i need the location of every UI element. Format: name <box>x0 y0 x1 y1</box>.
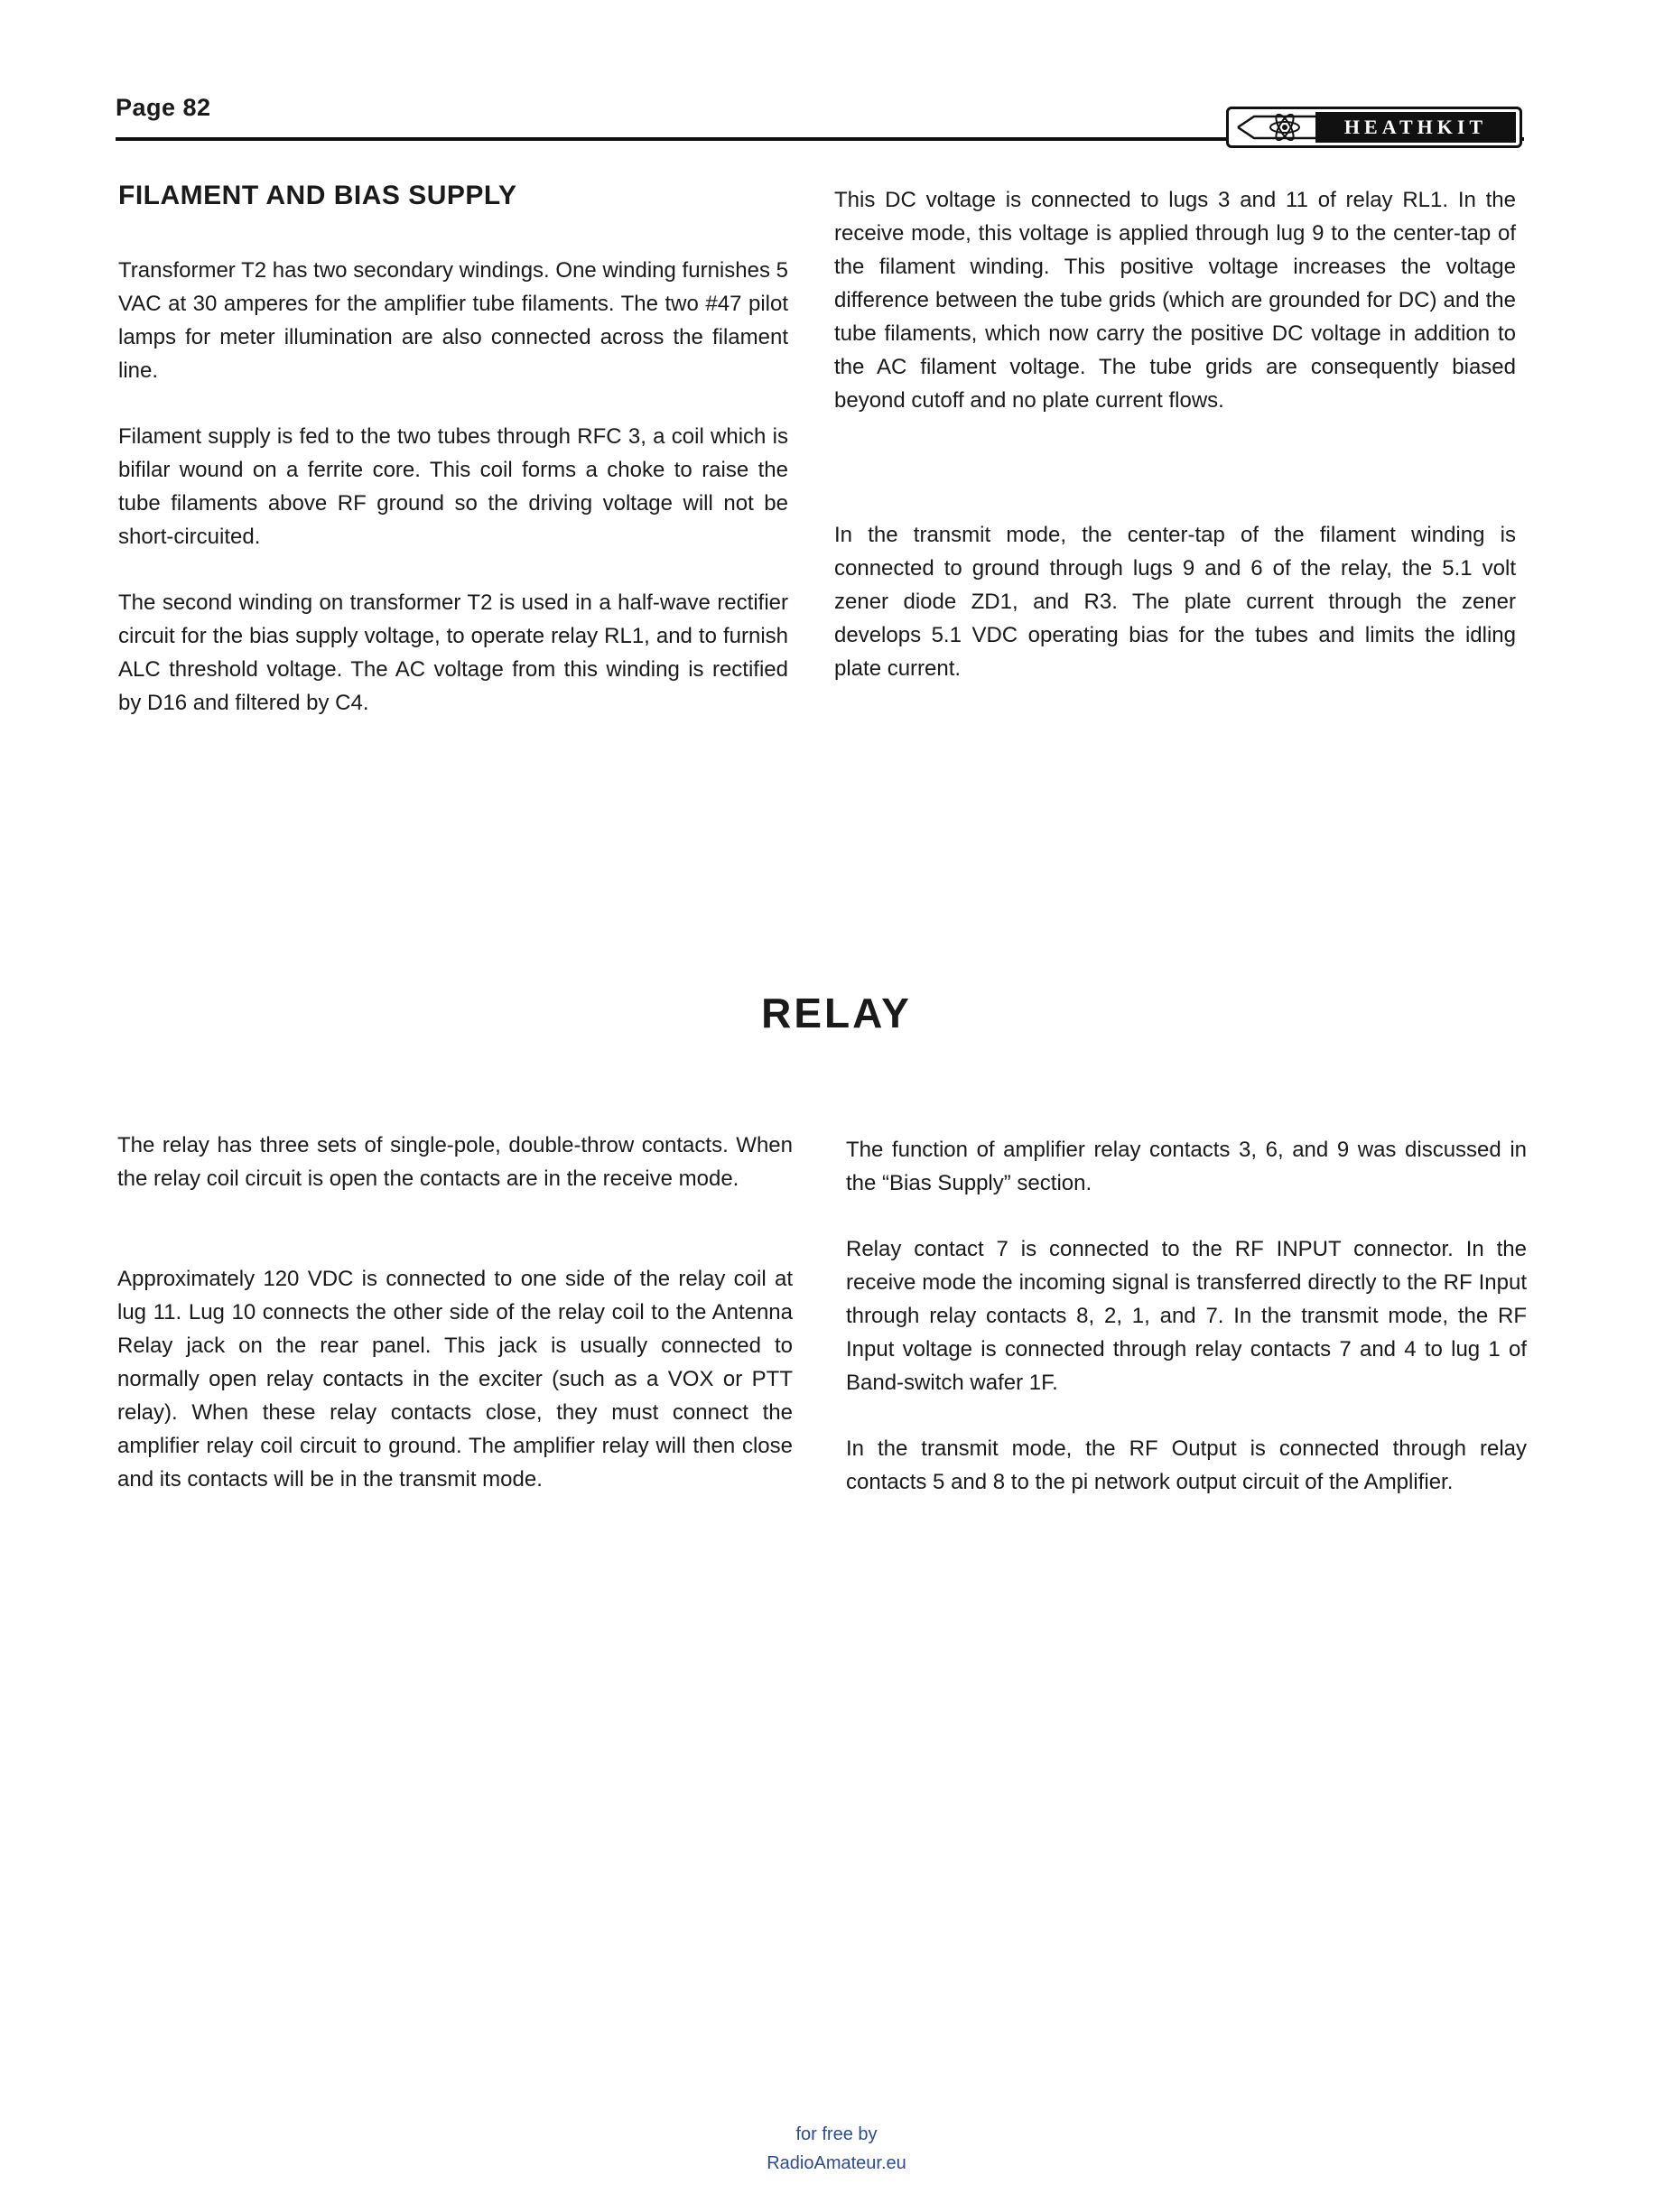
heathkit-logo <box>1226 107 1522 148</box>
relay-left-column <box>117 1129 793 1496</box>
filament-left-column <box>118 178 788 720</box>
filament-right-column <box>834 183 1516 685</box>
paragraph: Relay contact 7 is connected to the RF INPUT connector. In the receive mode the incoming signal is transferred directly to the RF Input through relay contacts 8, 2, 1, and 7. In the transmit mode, the RF Input voltage is connected through relay contacts 7 and 4 to lug 1 of Band-switch wafer 1F. <box>846 1237 1527 1395</box>
brand-name: HEATHKIT <box>1315 112 1516 143</box>
footer <box>0 2120 1673 2178</box>
footer-link[interactable]: RadioAmateur.eu <box>767 2153 906 2173</box>
paragraph: In the transmit mode, the RF Output is connected through relay contacts 5 and 8 to the pi network output circuit of the Amplifier. <box>846 1436 1527 1494</box>
paragraph: This DC voltage is connected to lugs 3 and 11 of relay RL1. In the receive mode, this voltage is applied through lug 9 to the center-tap of the filament winding. This positive voltage increases the voltage difference between the tube grids (which are grounded for DC) and the tube filaments, which now carry the positive DC voltage in addition to the AC filament voltage. The tube grids are consequently biased beyond cutoff and no plate current flows. <box>834 188 1516 413</box>
paragraph: The function of amplifier relay contacts 3, 6, and 9 was discussed in the “Bias Supply” section. <box>846 1138 1527 1195</box>
paragraph: In the transmit mode, the center-tap of the filament winding is connected to ground through lugs 9 and 6 of the relay, the 5.1 volt zener diode ZD1, and R3. The plate current through the zener develops 5.1 VDC operating bias for the tubes and limits the idling plate current. <box>834 523 1516 681</box>
atom-icon <box>1236 114 1317 141</box>
page-number: Page 82 <box>116 94 211 121</box>
footer-line: for free by <box>795 2124 878 2144</box>
section-heading-filament: FILAMENT AND BIAS SUPPLY <box>118 181 517 210</box>
relay-right-column <box>846 1133 1527 1499</box>
paragraph: The relay has three sets of single-pole, double-throw contacts. When the relay coil circuit is open the contacts are in the receive mode. <box>117 1133 793 1191</box>
paragraph: The second winding on transformer T2 is used in a half-wave rectifier circuit for the bias supply voltage, to operate relay RL1, and to furnish ALC threshold voltage. The AC voltage from this winding is rectified by D16 and filtered by C4. <box>118 590 788 715</box>
paragraph: Transformer T2 has two secondary windings. One winding furnishes 5 VAC at 30 amperes for the amplifier tube filaments. The two #47 pilot lamps for meter illumination are also connected across the filament line. <box>118 258 788 383</box>
paragraph: Approximately 120 VDC is connected to one side of the relay coil at lug 11. Lug 10 connects the other side of the relay coil to the Antenna Relay jack on the rear panel. This jack is usually connected to normally open relay contacts in the exciter (such as a VOX or PTT relay). When these relay contacts close, they must connect the amplifier relay coil circuit to ground. The amplifier relay will then close and its contacts will be in the transmit mode. <box>117 1267 793 1492</box>
section-heading-relay: RELAY <box>761 990 912 1036</box>
paragraph: Filament supply is fed to the two tubes through RFC 3, a coil which is bifilar wound on a ferrite core. This coil forms a choke to raise the tube filaments above RF ground so the driving voltage will not be short-circuited. <box>118 424 788 549</box>
